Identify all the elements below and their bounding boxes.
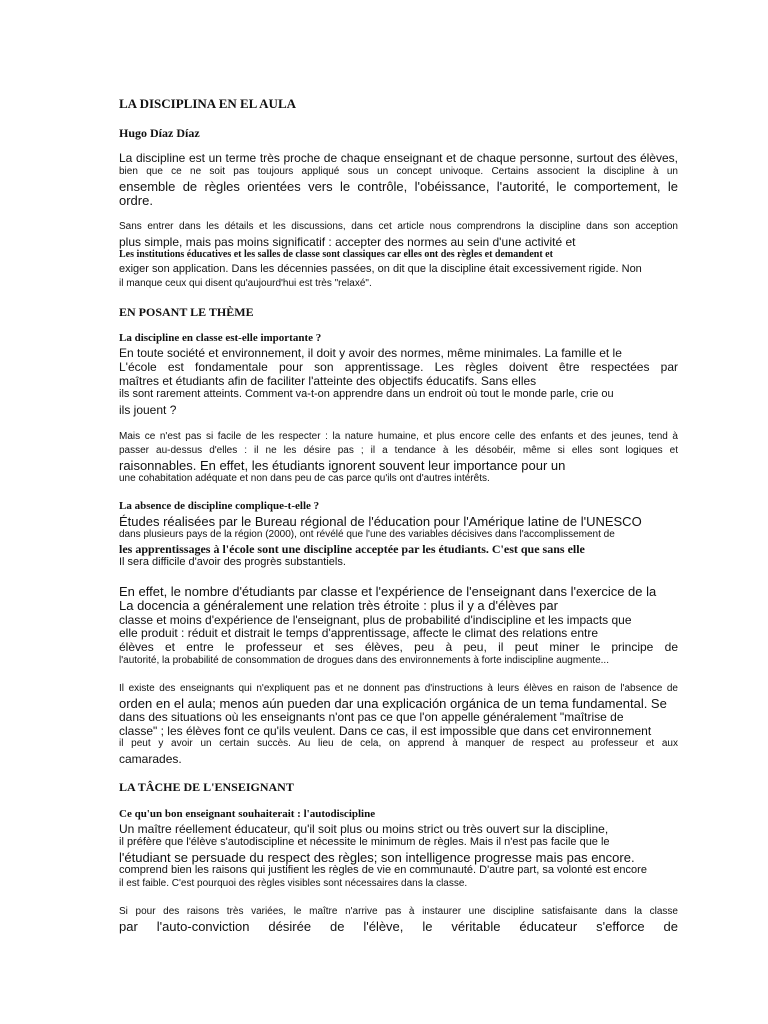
p5-line-1: Études réalisées par le Bureau régional de l'éducation pour l'Amérique latine de l'UNESCO (119, 514, 642, 529)
p5-line-3: les apprentissages à l'école sont une discipline acceptée par les étudiants. C'est que sans elle (119, 542, 585, 556)
p4-line-1: Mais ce n'est pas si facile de les respecter : la nature humaine, et plus encore celle des enfants et des jeunes, tend à (119, 431, 678, 442)
p8-line-3: l'étudiant se persuade du respect des règles; son intelligence progresse mais pas encore. (119, 850, 635, 865)
p1-line-1: La discipline est un terme très proche de chaque enseignant et de chaque personne, surtout des élèves, (119, 151, 678, 165)
p9-line-1: Si pour des raisons très variées, le maître n'arrive pas à instaurer une discipline satisfaisante dans la classe (119, 906, 678, 917)
p6-line-5: élèves et entre le professeur et ses élèves, peu à peu, il peut miner le principe de (119, 640, 678, 654)
p6-line-4: elle produit : réduit et distrait le temps d'apprentissage, affecte le climat des relations entre (119, 626, 598, 640)
p6-line-6: l'autorité, la probabilité de consommation de drogues dans des environnements à forte indiscipline augmente... (119, 655, 609, 666)
p8-line-5: il est faible. C'est pourquoi des règles visibles sont nécessaires dans la classe. (119, 878, 468, 889)
p8-line-2: il préfère que l'élève s'autodiscipline et nécessite le minimum de règles. Mais il n'est pas facile que le (119, 836, 610, 848)
document-title: LA DISCIPLINA EN EL AULA (119, 96, 296, 111)
p6-line-3: classe et moins d'expérience de l'enseignant, plus de probabilité d'indiscipline et les impacts que (119, 613, 632, 627)
subheading-autodiscipline: Ce qu'un bon enseignant souhaiterait : l'autodiscipline (119, 808, 376, 820)
p4-line-3: raisonnables. En effet, les étudiants ignorent souvent leur importance pour un (119, 458, 566, 473)
p3-line-1: En toute société et environnement, il doit y avoir des normes, même minimales. La famille et le (119, 346, 622, 360)
p9-line-2: par l'auto-conviction désirée de l'élève, le véritable éducateur s'efforce de (119, 919, 678, 934)
p5-line-2: dans plusieurs pays de la région (2000), ont révélé que l'une des variables décisives dans l'accomplissement de (119, 529, 615, 540)
p5-line-4: Il sera difficile d'avoir des progrès substantiels. (119, 556, 346, 568)
p3-line-4: ils sont rarement atteints. Comment va-t-on apprendre dans un endroit où tout le monde parle, crie ou (119, 388, 614, 400)
p4-line-4: une cohabitation adéquate et non dans peu de cas parce qu'ils ont d'autres intérêts. (119, 473, 490, 484)
p7-line-6: camarades. (119, 752, 182, 766)
p1-line-3: ensemble de règles orientées vers le contrôle, l'obéissance, l'autorité, le comportement, le (119, 179, 678, 194)
p2-line-2: plus simple, mais pas moins significatif : accepter des normes au sein d'une activité et (119, 235, 576, 249)
p7-line-3: dans des situations où les enseignants n'ont pas ce que l'on appelle généralement "maîtrise de (119, 710, 624, 724)
p8-line-1: Un maître réellement éducateur, qu'il soit plus ou moins strict ou très ouvert sur la discipline, (119, 822, 609, 836)
author-name: Hugo Díaz Díaz (119, 126, 200, 140)
p7-line-5: il peut y avoir un certain succès. Au lieu de cela, on apprend à manquer de respect au professeur et aux (119, 738, 678, 749)
p2-line-3: Les institutions éducatives et les salles de classe sont classiques car elles ont des règles et demandent et (119, 249, 553, 260)
p6-line-2: La docencia a généralement une relation très étroite : plus il y a d'élèves par (119, 598, 558, 613)
subheading-absence-discipline: La absence de discipline complique-t-elle ? (119, 500, 320, 512)
p3-line-3: maîtres et étudiants afin de faciliter l'atteinte des objectifs éducatifs. Sans elles (119, 374, 537, 388)
p3-line-2: L'école est fondamentale pour son apprentissage. Les règles doivent être respectées par (119, 360, 678, 374)
p2-line-1: Sans entrer dans les détails et les discussions, dans cet article nous comprendrons la discipline dans son acception (119, 221, 678, 232)
heading-en-posant-le-theme: EN POSANT LE THÈME (119, 305, 254, 319)
heading-tache-enseignant: LA TÂCHE DE L'ENSEIGNANT (119, 780, 294, 794)
p7-line-2: orden en el aula; menos aún pueden dar una explicación orgánica de un tema fundamental. Se (119, 696, 667, 711)
p1-line-4: ordre. (119, 193, 153, 208)
p2-line-5: il manque ceux qui disent qu'aujourd'hui est très "relaxé". (119, 278, 372, 289)
subheading-discipline-importante: La discipline en classe est-elle importante ? (119, 332, 322, 344)
p8-line-4: comprend bien les raisons qui justifient les règles de vie en communauté. D'autre part, sa volonté est encore (119, 864, 647, 876)
p2-line-4: exiger son application. Dans les décennies passées, on dit que la discipline était excessivement rigide. Non (119, 263, 642, 275)
p7-line-4: classe" ; les élèves font ce qu'ils veulent. Dans ce cas, il est impossible que dans cet environnement (119, 724, 652, 738)
p3-line-5: ils jouent ? (119, 403, 177, 417)
p1-line-2: bien que ce ne soit pas toujours appliqué sous un concept univoque. Certains associent la discipline à un (119, 166, 678, 177)
p6-line-1: En effet, le nombre d'étudiants par classe et l'expérience de l'enseignant dans l'exercice de la (119, 584, 657, 599)
p7-line-1: Il existe des enseignants qui n'expliquent pas et ne donnent pas d'instructions à leurs élèves en raison de l'absence de (119, 683, 678, 694)
p4-line-2: passer au-dessus d'elles : il ne les désire pas ; il a tendance à les désobéir, même si elles sont logiques et (119, 445, 678, 456)
